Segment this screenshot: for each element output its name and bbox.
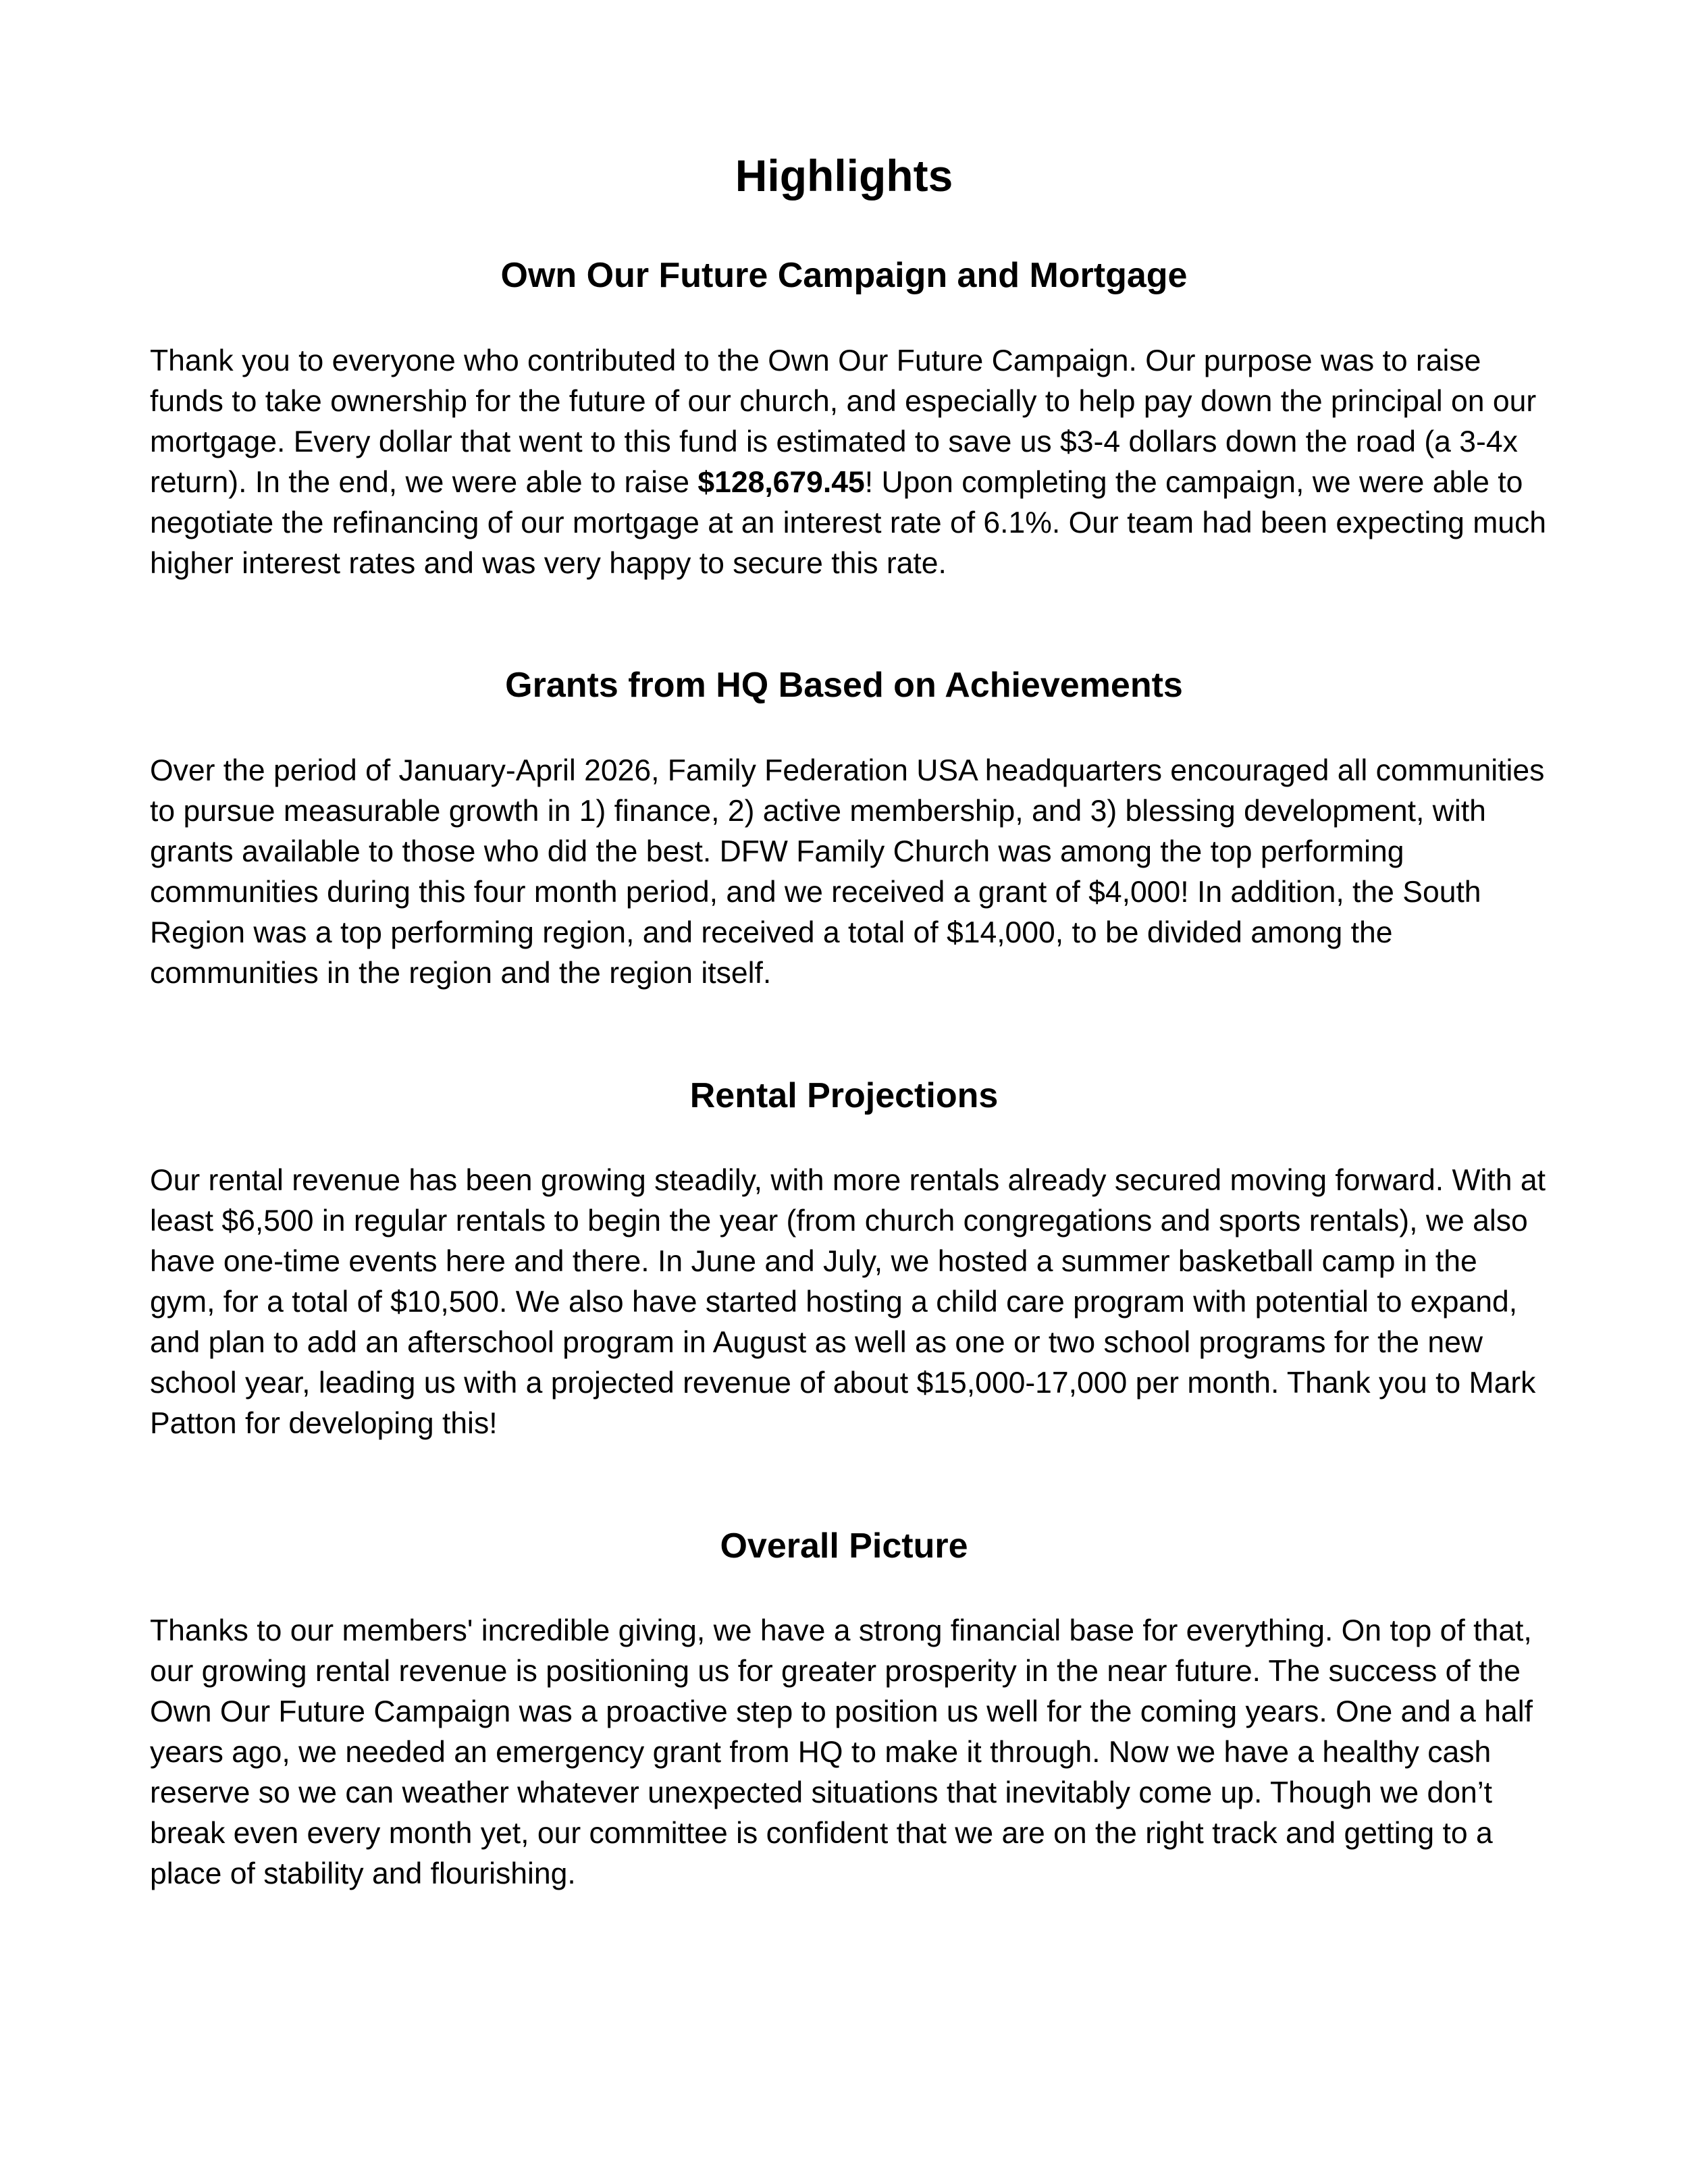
page-title: Highlights [735,151,953,201]
section-body-text: Thank you to everyone who contributed to the Own Our Future Campaign. Our purpose was to raise funds to take ownership for the future of our church, and especially to help pay down the principal on our mortgage. Every dollar that went to this fund is estimated to save us $3-4 dollars down the road (a 3-4x return). In the end, we were able to raise [150,344,1537,499]
section-heading-own-our-future: Own Our Future Campaign and Mortgage [500,256,1188,295]
section-body-grants: Over the period of January-April 2026, Family Federation USA headquarters encouraged all communities to pursue measurable growth in 1) finance, 2) active membership, and 3) blessing development, with grants available to those who did the best. DFW Family Church was among the top performing communities during this four month period, and we received a grant of $4,000! In addition, the South Region was a top performing region, and received a total of $14,000, to be divided among the communities in the region and the region itself. [150,754,1545,990]
section-heading-grants: Grants from HQ Based on Achievements [505,666,1183,705]
section-body-rental-projections: Our rental revenue has been growing steadily, with more rentals already secured moving forward. With at least $6,500 in regular rentals to begin the year (from church congregations and sports rentals), we also have one-time events here and there. In June and July, we hosted a summer basketball camp in the gym, for a total of $10,500. We also have started hosting a child care program with potential to expand, and plan to add an afterschool program in August as well as one or two school programs for the new school year, leading us with a projected revenue of about $15,000-17,000 per month. Thank you to Mark Patton for developing this! [150,1164,1546,1440]
section-body-own-our-future [150,341,1548,584]
section-heading-overall-picture: Overall Picture [720,1526,968,1566]
campaign-total-amount: $128,679.45 [697,466,865,499]
section-heading-rental-projections: Rental Projections [689,1076,999,1115]
section-body-overall-picture: Thanks to our members' incredible giving, we have a strong financial base for everything. On top of that, our growing rental revenue is positioning us for greater prosperity in the near future. The success of the Own Our Future Campaign was a proactive step to position us well for the coming years. One and a half years ago, we needed an emergency grant from HQ to make it through. Now we have a healthy cash reserve so we can weather whatever unexpected situations that inevitably come up. Though we don’t break even every month yet, our committee is confident that we are on the right track and getting to a place of stability and flourishing. [150,1614,1533,1890]
section-body-text: ! Upon completing the campaign, we were able to negotiate the refinancing of our mortgage at an interest rate of 6.1%. Our team had been expecting much higher interest rates and was very happy to secure this rate. [150,466,1547,580]
